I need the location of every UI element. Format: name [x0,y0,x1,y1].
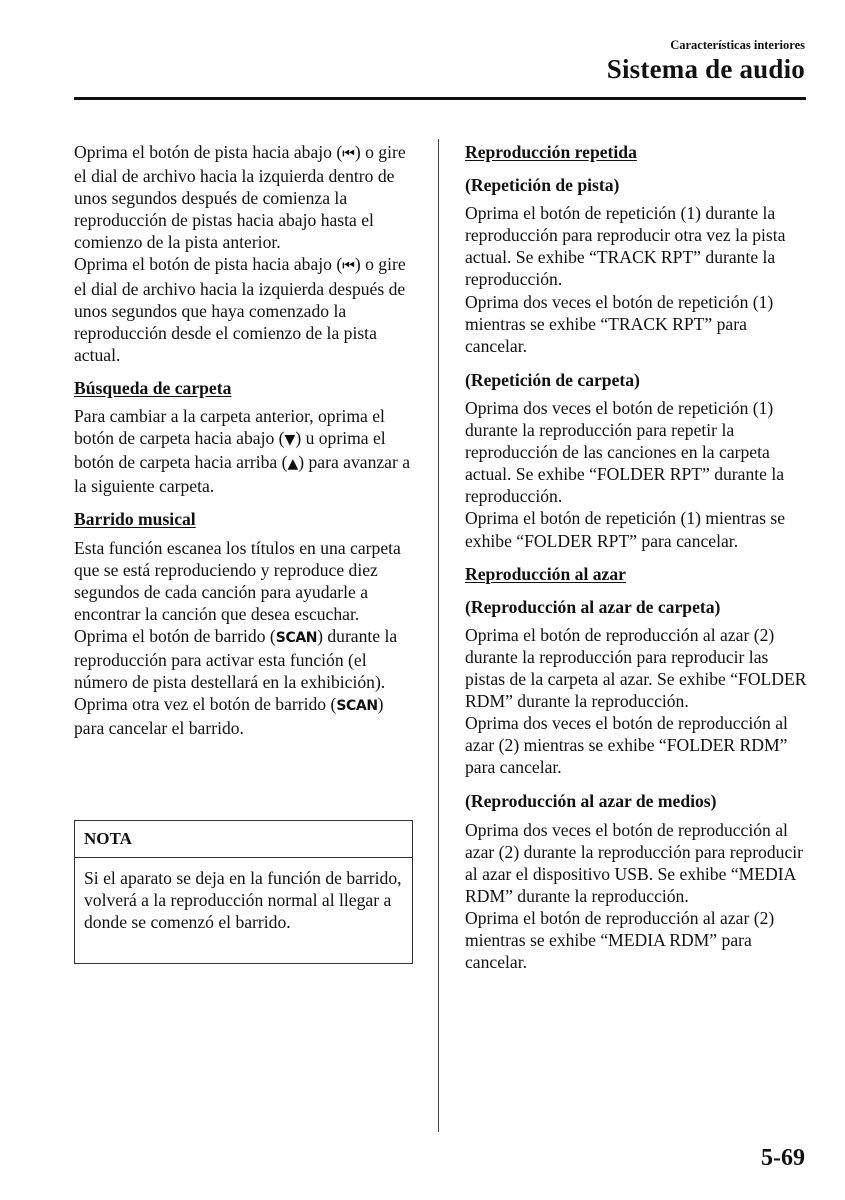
track-down-paragraph-2: Oprima el botón de pista hacia abajo (⏮) o gire el dial de archivo hacia la izquierda después de unos segundos que haya comenzado la reproducción desde el comienzo de la pista actual. [74,254,406,365]
column-divider [438,139,439,1132]
page-title: Sistema de audio [606,54,805,84]
repeat-heading: Reproducción repetida [465,142,637,162]
track-down-icon: ⏮ [342,146,355,162]
scan-paragraph-1: Esta función escanea los títulos en una carpeta que se está reproduciendo y reproduce diez segundos de cada canción para ayudarle a encontrar la canción que desea escuchar. [74,537,401,624]
folder-repeat-text-2: Oprima el botón de repetición (1) mientras se exhibe “FOLDER RPT” para cancelar. [465,508,786,551]
folder-search-text: Para cambiar a la carpeta anterior, oprima el botón de carpeta hacia abajo (▼) u oprima el botón de carpeta hacia arriba (▲) para avanzar a la siguiente carpeta. [74,406,411,497]
folder-repeat-text-1: Oprima dos veces el botón de repetición (1) durante la reproducción para repetir la reproducción de las canciones en la carpeta actual. Se exhibe “FOLDER RPT” durante la reproducción. [465,397,785,507]
scan-heading: Barrido musical [74,509,196,530]
folder-up-icon: ▲ [287,456,299,473]
random-media-text-2: Oprima el botón de reproducción al azar (2) mientras se exhibe “MEDIA RDM” para cancelar. [465,907,775,973]
track-down-icon: ⏮ [342,258,355,275]
scan-button-label: SCAN [336,698,378,715]
folder-search-heading: Búsqueda de carpeta [74,377,232,398]
folder-down-icon: ▼ [284,432,296,449]
section-label: Características interiores [670,38,805,52]
track-down-paragraph-1: Oprima el botón de pista hacia abajo (⏮) o gire el dial de archivo hacia la izquierda dentro de unos segundos después de comienza la reproducción de pistas hacia abajo hasta el comienzo de la pista anterior. [74,142,406,253]
track-repeat-subheading: (Repetición de pista) [465,175,620,196]
note-title: NOTA [84,829,132,848]
random-heading: Reproducción al azar [465,563,626,584]
scan-paragraph-2: Oprima el botón de barrido (SCAN) durante la reproducción para activar esta función (el número de pista destellará en la exhibición). Oprima otra vez el botón de barrido (SCAN) para cancelar el barrido. [74,625,398,739]
header-rule [74,97,806,100]
folder-repeat-subheading: (Repetición de carpeta) [465,369,640,390]
scan-button-label: SCAN [275,629,318,646]
note-box [74,820,413,964]
track-repeat-text-2: Oprima dos veces el botón de repetición (1) mientras se exhibe “TRACK RPT” para cancelar. [465,291,774,356]
left-column [74,141,414,739]
note-text: Si el aparato se deja en la función de barrido, volverá a la reproducción normal al llegar a donde se comenzó el barrido. [84,868,402,933]
page-number: 5-69 [761,1145,805,1171]
random-folder-text-2: Oprima dos veces el botón de reproducción al azar (2) mientras se exhibe “FOLDER RDM” para cancelar. [465,713,788,778]
random-folder-text-1: Oprima el botón de reproducción al azar (2) durante la reproducción para reproducir las pistas de la carpeta al azar. Se exhibe “FOLDER RDM” durante la reproducción. [465,624,807,712]
random-media-text-1: Oprima dos veces el botón de reproducción al azar (2) durante la reproducción para reproducir al azar el dispositivo USB. Se exhibe “MEDIA RDM” durante la reproducción. [465,819,804,906]
track-repeat-text-1: Oprima el botón de repetición (1) durante la reproducción para reproducir otra vez la pista actual. Se exhibe “TRACK RPT” durante la reproducción. [465,203,786,290]
random-folder-subheading: (Reproducción al azar de carpeta) [465,596,721,617]
random-media-subheading: (Reproducción al azar de medios) [465,791,717,812]
right-column [465,141,810,973]
